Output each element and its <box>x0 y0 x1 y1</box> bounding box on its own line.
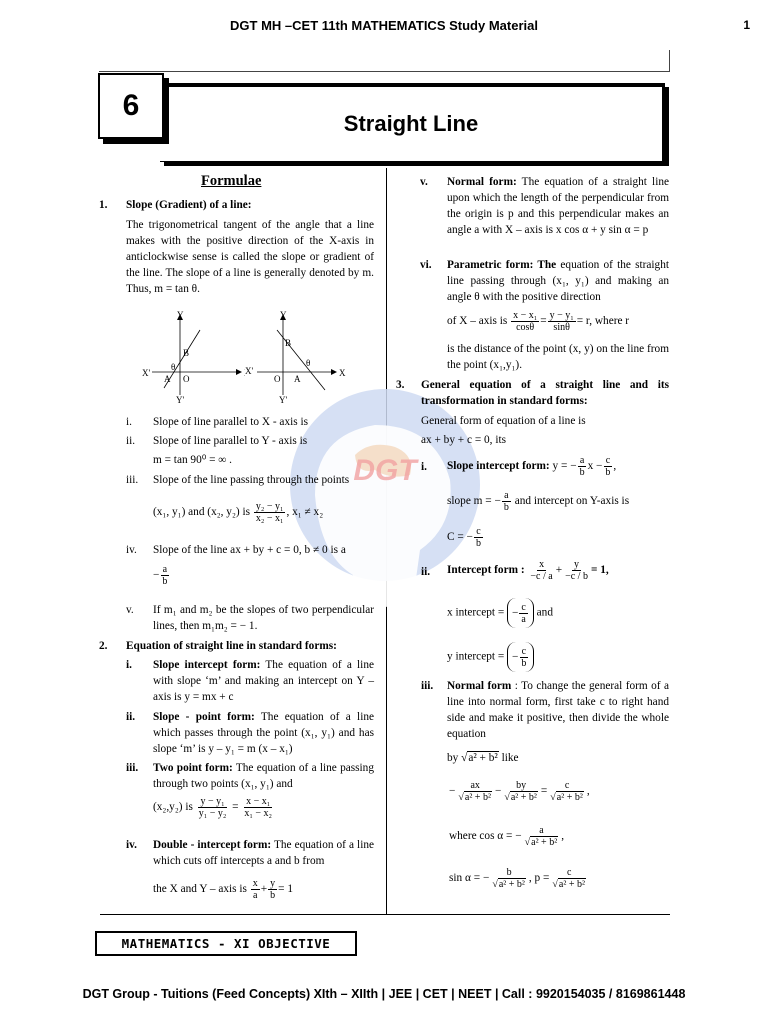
cos-alpha-formula: where cos α = − $\frac{a}{\text{√a² + b²}}$ , <box>449 825 565 848</box>
chapter-number: 6 <box>98 73 164 139</box>
two-point-form-equation: (x₂,y₂) is $\frac{\text{y − y₁}}{\text{y₁ − y₂}}$ = $\frac{\text{x − x₁}}{\text{x₁ − x₂}}$ <box>153 796 272 819</box>
page-number: 1 <box>743 18 750 32</box>
slope-item-text: Slope of line parallel to Y - axis is <box>153 435 308 447</box>
form-number: iv. <box>126 839 137 851</box>
negative-slope-figure <box>243 310 348 405</box>
fig2-y-label: Y <box>280 310 287 320</box>
slope-item-number: v. <box>126 604 134 616</box>
form-number: vi. <box>420 259 432 271</box>
svg-text:DGT: DGT <box>353 454 417 487</box>
slope-item-text: Slope of line parallel to X - axis is <box>153 416 308 428</box>
normal-form-divisor: by √a² + b² like <box>447 752 519 764</box>
header-rule <box>99 71 670 72</box>
general-intercept-form: Intercept form : $\frac{x}{-c / a}$ + $\frac{y}{-c / b}$ = 1, <box>447 559 609 582</box>
fig1-b-label: B <box>183 348 190 358</box>
fig2-xp-label: X' <box>245 366 254 376</box>
two-point-slope-formula: (x₁, y₁) and (x₂, y₂) is $\frac{\text{y₂ − y₁}}{\text{x₂ − x₁}}$ , x₁ ≠ x₂ <box>153 501 324 524</box>
positive-slope-figure <box>140 310 245 405</box>
normal-form-equation: − $\frac{ax}{\text{√a² + b²}}$ − $\frac{by}{\text{√a² + b²}}$ = $\frac{c}{\text{√a² + b²}}$ , <box>449 780 590 803</box>
form-number: ii. <box>421 566 431 578</box>
page-header: DGT MH –CET 11th MATHEMATICS Study Material <box>230 18 538 33</box>
form-number: i. <box>421 461 427 473</box>
section-title: Slope (Gradient) of a line: <box>126 199 252 211</box>
double-intercept-form: Double - intercept form: The equation of a line which cuts off intercepts a and b from <box>153 839 375 867</box>
section-number: 3. <box>396 379 405 391</box>
slope-point-form: Slope - point form: The equation of a line which passes through the point (x₁, y₁) and has slope ‘m’ is y – y₁ = m (x – x₁) <box>153 711 374 755</box>
normal-form: Normal form: The equation of a straight line upon which the length of the perpendicular from the origin is p and this perpendicular makes an angle a with X – axis is x cos α + y sin α = p <box>447 176 669 236</box>
two-point-form: Two point form: The equation of a line passing through two points (x₁, y₁) and <box>153 762 374 790</box>
section-title: General equation of a straight line and its transformation in standard forms: <box>421 379 669 407</box>
general-slope-intercept: Slope intercept form: y = − $\frac{a}{b}$ x − $\frac{c}{b}$ , <box>447 455 617 478</box>
fig2-a-label: A <box>294 374 301 384</box>
general-slope-value: slope m = − $\frac{a}{b}$ and intercept on Y-axis is <box>447 490 630 513</box>
slope-item-number: iv. <box>126 544 137 556</box>
parametric-form-equation: of X – axis is $\frac{\text{x − x₁}}{\cos\theta}$ = $\frac{\text{y − y₁}}{\sin\theta}$ = r, where r <box>447 310 630 333</box>
form-number: iii. <box>126 762 139 774</box>
header-rule-tick <box>669 50 670 72</box>
formulae-heading: Formulae <box>201 173 262 189</box>
fig2-o-label: O <box>274 374 281 384</box>
chapter-title: Straight Line <box>160 83 665 162</box>
subject-label: MATHEMATICS - XI OBJECTIVE <box>95 931 357 956</box>
fig2-b-label: B <box>285 338 292 348</box>
slope-item-number: ii. <box>126 435 136 447</box>
double-intercept-equation: the X and Y – axis is $\frac{x}{a}$ + $\frac{y}{b}$ = 1 <box>153 878 293 901</box>
page-footer: DGT Group - Tuitions (Feed Concepts) XIth – XIIth | JEE | CET | NEET | Call : 9920154035 / 8169861448 <box>82 987 686 1001</box>
fig2-x-label: X <box>339 368 346 378</box>
fig1-y-label: Y <box>177 310 184 320</box>
general-intercept-value: C = − $\frac{c}{b}$ <box>447 526 481 549</box>
general-line-slope: − $\frac{a}{b}$ <box>153 564 168 587</box>
general-form-text: General form of equation of a line is <box>421 415 586 427</box>
slope-item-number: i. <box>126 416 132 428</box>
sin-alpha-formula: sin α = − $\frac{b}{\text{√a² + b²}}$ , p = $\frac{c}{\text{√a² + b²}}$ <box>449 867 585 890</box>
form-number: v. <box>420 176 428 188</box>
fig1-theta-label: θ <box>171 362 176 372</box>
slope-item-formula: m = tan 90⁰ = ∞ . <box>153 454 232 466</box>
parametric-form-note: is the distance of the point (x, y) on the line from the point (x₁,y₁). <box>447 343 669 371</box>
y-intercept: y intercept = − $\frac{c}{b}$ <box>447 642 534 672</box>
general-normal-form: Normal form : To change the general form of a line into normal form, first take c to right hand side and make it positive, then divide the whole equation <box>447 680 669 740</box>
section-number: 1. <box>99 199 108 211</box>
form-number: i. <box>126 659 132 671</box>
slope-definition: The trigonometrical tangent of the angle that a line makes with the positive direction of the X-axis in anticlockwise sense is called the slope or gradient of the line. The slope of a line is generally denoted by m. Thus, m = tan θ. <box>126 219 374 295</box>
slope-item-text: Slope of the line ax + by + c = 0, b ≠ 0 is a <box>153 544 346 556</box>
fig1-o-label: O <box>183 374 190 384</box>
fig1-yp-label: Y' <box>176 395 185 405</box>
slope-item-text: Slope of the line passing through the points <box>153 474 350 486</box>
x-intercept: x intercept = − $\frac{c}{a}$ and <box>447 598 553 628</box>
fig2-theta-label: θ <box>306 358 311 368</box>
footer-rule <box>100 914 670 915</box>
parametric-form: Parametric form: The equation of the straight line passing through (x₁, y₁) and making an angle θ with the positive direction <box>447 259 669 303</box>
fig1-a-label: A <box>164 374 171 384</box>
slope-item-number: iii. <box>126 474 139 486</box>
form-number: iii. <box>421 680 434 692</box>
slope-item-text: If m₁ and m₂ be the slopes of two perpendicular lines, then m₁m₂ = − 1. <box>153 604 374 632</box>
fig2-yp-label: Y' <box>279 395 288 405</box>
general-form-equation: ax + by + c = 0, its <box>421 434 507 446</box>
form-number: ii. <box>126 711 136 723</box>
slope-intercept-form: Slope intercept form: The equation of a line with slope ‘m’ and making an intercept on Y – axis is y = mx + c <box>153 659 374 703</box>
fig1-xp-label: X' <box>142 368 151 378</box>
section-title: Equation of straight line in standard forms: <box>126 640 337 652</box>
section-number: 2. <box>99 640 108 652</box>
